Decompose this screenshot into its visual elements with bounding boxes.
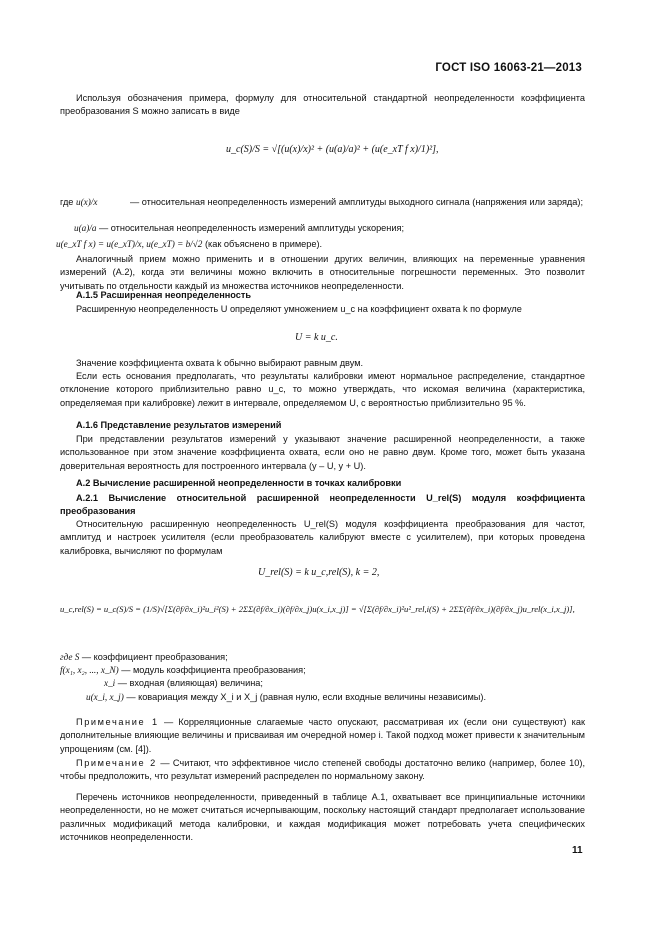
- note-2-text: — Считают, что эффективное число степеней свободы достаточно велико (например, более 10), чтобы предположить, что результат измерений распределен по нормальному закону.: [60, 758, 585, 782]
- paragraph-a15: Расширенную неопределенность U определяют умножением u_c на коэффициент охвата k по формуле: [76, 304, 522, 314]
- where-text-1: — относительная неопределенность измерений амплитуды выходного сигнала (напряжения или заряда);: [130, 197, 584, 207]
- where-symbol-2: u(a)/a: [74, 223, 97, 233]
- where2-text-1: — коэффициент преобразования;: [81, 652, 228, 662]
- where2-text-2: — модуль коэффициента преобразования;: [121, 665, 306, 675]
- where2-item-3: [104, 677, 263, 690]
- paragraph-a21: Относительную расширенную неопределенность U_rel(S) модуля коэффициента преобразования для частот, амплитуд и настроек усилителя (если преобразователь калибруют вместе с усилителем), при которых проведена калибровка, вычисляют по формулам: [60, 519, 585, 556]
- where-symbol-1: u(x)/x: [75, 197, 98, 207]
- note-1-text: — Корреляционные слагаемые часто опускают, рассматривая их (если они существуют) как дополнительные влияющие величины и присваивая им очередной номер i. Такой подход может привести к значительным упрощениям (см. [4]).: [60, 717, 586, 754]
- where-text-2: — относительная неопределенность измерений амплитуды ускорения;: [99, 223, 405, 233]
- heading-a2: А.2 Вычисление расширенной неопределенности в точках калибровки: [76, 478, 402, 488]
- formula-ucrel: u_c,rel(S) = u_c(S)/S = (1/S)√[Σ(∂f/∂x_i)²u_i²(S) + 2ΣΣ(∂f/∂x_i)(∂f/∂x_j)u(x_i,x_j)] = √[Σ(∂f/∂x_i)²u²_rel,i(S) + 2ΣΣ(∂f/∂x_i)(∂f/∂x_j)u_rel(x_i,x_j)],: [60, 604, 575, 614]
- where2-text-4: — ковариация между X_i и X_j (равная нулю, если входные величины независимы).: [126, 692, 487, 702]
- heading-a16: А.1.6 Представление результатов измерений: [76, 420, 282, 430]
- where2-symbol-2: f(x₁, x₂, ..., x_N): [60, 665, 119, 675]
- paragraph-intro: Используя обозначения примера, формулу для относительной стандартной неопределенности коэффициента преобразования S можно записать в виде: [60, 93, 585, 117]
- paragraph-similar: Аналогичный прием можно применить и в отношении других величин, влияющих на переменные уравнения измерений (А.2), когда эти величины можно включить в относительные погрешности переменных. Это позволит учитывать по отдельности каждый из множества источников неопределенности.: [60, 254, 585, 291]
- where-symbol-3: u(e_xT f x) = u(e_xT)/x, u(e_xT) = b/√2: [56, 239, 203, 249]
- standard-header: ГОСТ ISO 16063-21—2013: [435, 62, 582, 74]
- where-lead: где: [60, 197, 74, 207]
- note-1: [60, 716, 585, 756]
- note-1-label: Примечание 1: [76, 717, 159, 727]
- heading-a21: А.2.1 Вычисление относительной расширенной неопределенности U_rel(S) модуля коэффициента преобразования: [60, 493, 585, 517]
- where-item-3: [56, 238, 322, 251]
- formula-relative-uncertainty: u_c(S)/S = √[(u(x)/x)² + (u(a)/a)² + (u(e_xT f x)/1)²],: [226, 144, 439, 155]
- where2-item-1: [60, 651, 228, 664]
- where2-symbol-3: x_i: [104, 678, 116, 688]
- where-text-3: (как объяснено в примере).: [204, 239, 323, 249]
- note-2-label: Примечание 2: [76, 758, 157, 768]
- formula-expanded: U = k u_c.: [295, 332, 338, 343]
- where2-text-3: — входная (влияющая) величина;: [117, 678, 263, 688]
- page-number: 11: [572, 845, 583, 856]
- paragraph-normal: Если есть основания предполагать, что результаты калибровки имеют нормальное распределение, стандартное отклонение которого приблизительно равно u_c, то можно утверждать, что искомая величина (характеристика, определяемая при калибровке) лежит в интервале, определяемом U, с вероятностью приблизительно 95 %.: [60, 371, 585, 408]
- paragraph-a16: При представлении результатов измерений y указывают значение расширенной неопределенности, а также использованное при этом значение коэффициента охвата, если оно не равно двум. Кроме того, может быть указана доверительная вероятность для построенного интервала (y – U, y + U).: [60, 434, 585, 471]
- formula-urel: U_rel(S) = k u_c,rel(S), k = 2,: [258, 567, 380, 578]
- where2-symbol-4: u(x_i, x_j): [86, 692, 124, 702]
- where2-item-4: [86, 691, 486, 704]
- where2-symbol-1: где S: [60, 652, 80, 662]
- heading-a15: А.1.5 Расширенная неопределенность: [76, 290, 252, 300]
- where-item-2: [74, 222, 404, 235]
- note-2: [60, 757, 585, 784]
- paragraph-coverage: Значение коэффициента охвата k обычно выбирают равным двум.: [76, 358, 364, 368]
- paragraph-sources: Перечень источников неопределенности, приведенный в таблице А.1, охватывает все принципиальные источники неопределенности, но не может считаться исчерпывающим, поскольку настоящий стандарт предполагает использование различных модификаций метода калибровки, и каждая модификация может потребовать учета специфических источников неопределенности.: [60, 792, 585, 843]
- where-item-1: [60, 196, 97, 209]
- where2-item-2: [60, 664, 306, 677]
